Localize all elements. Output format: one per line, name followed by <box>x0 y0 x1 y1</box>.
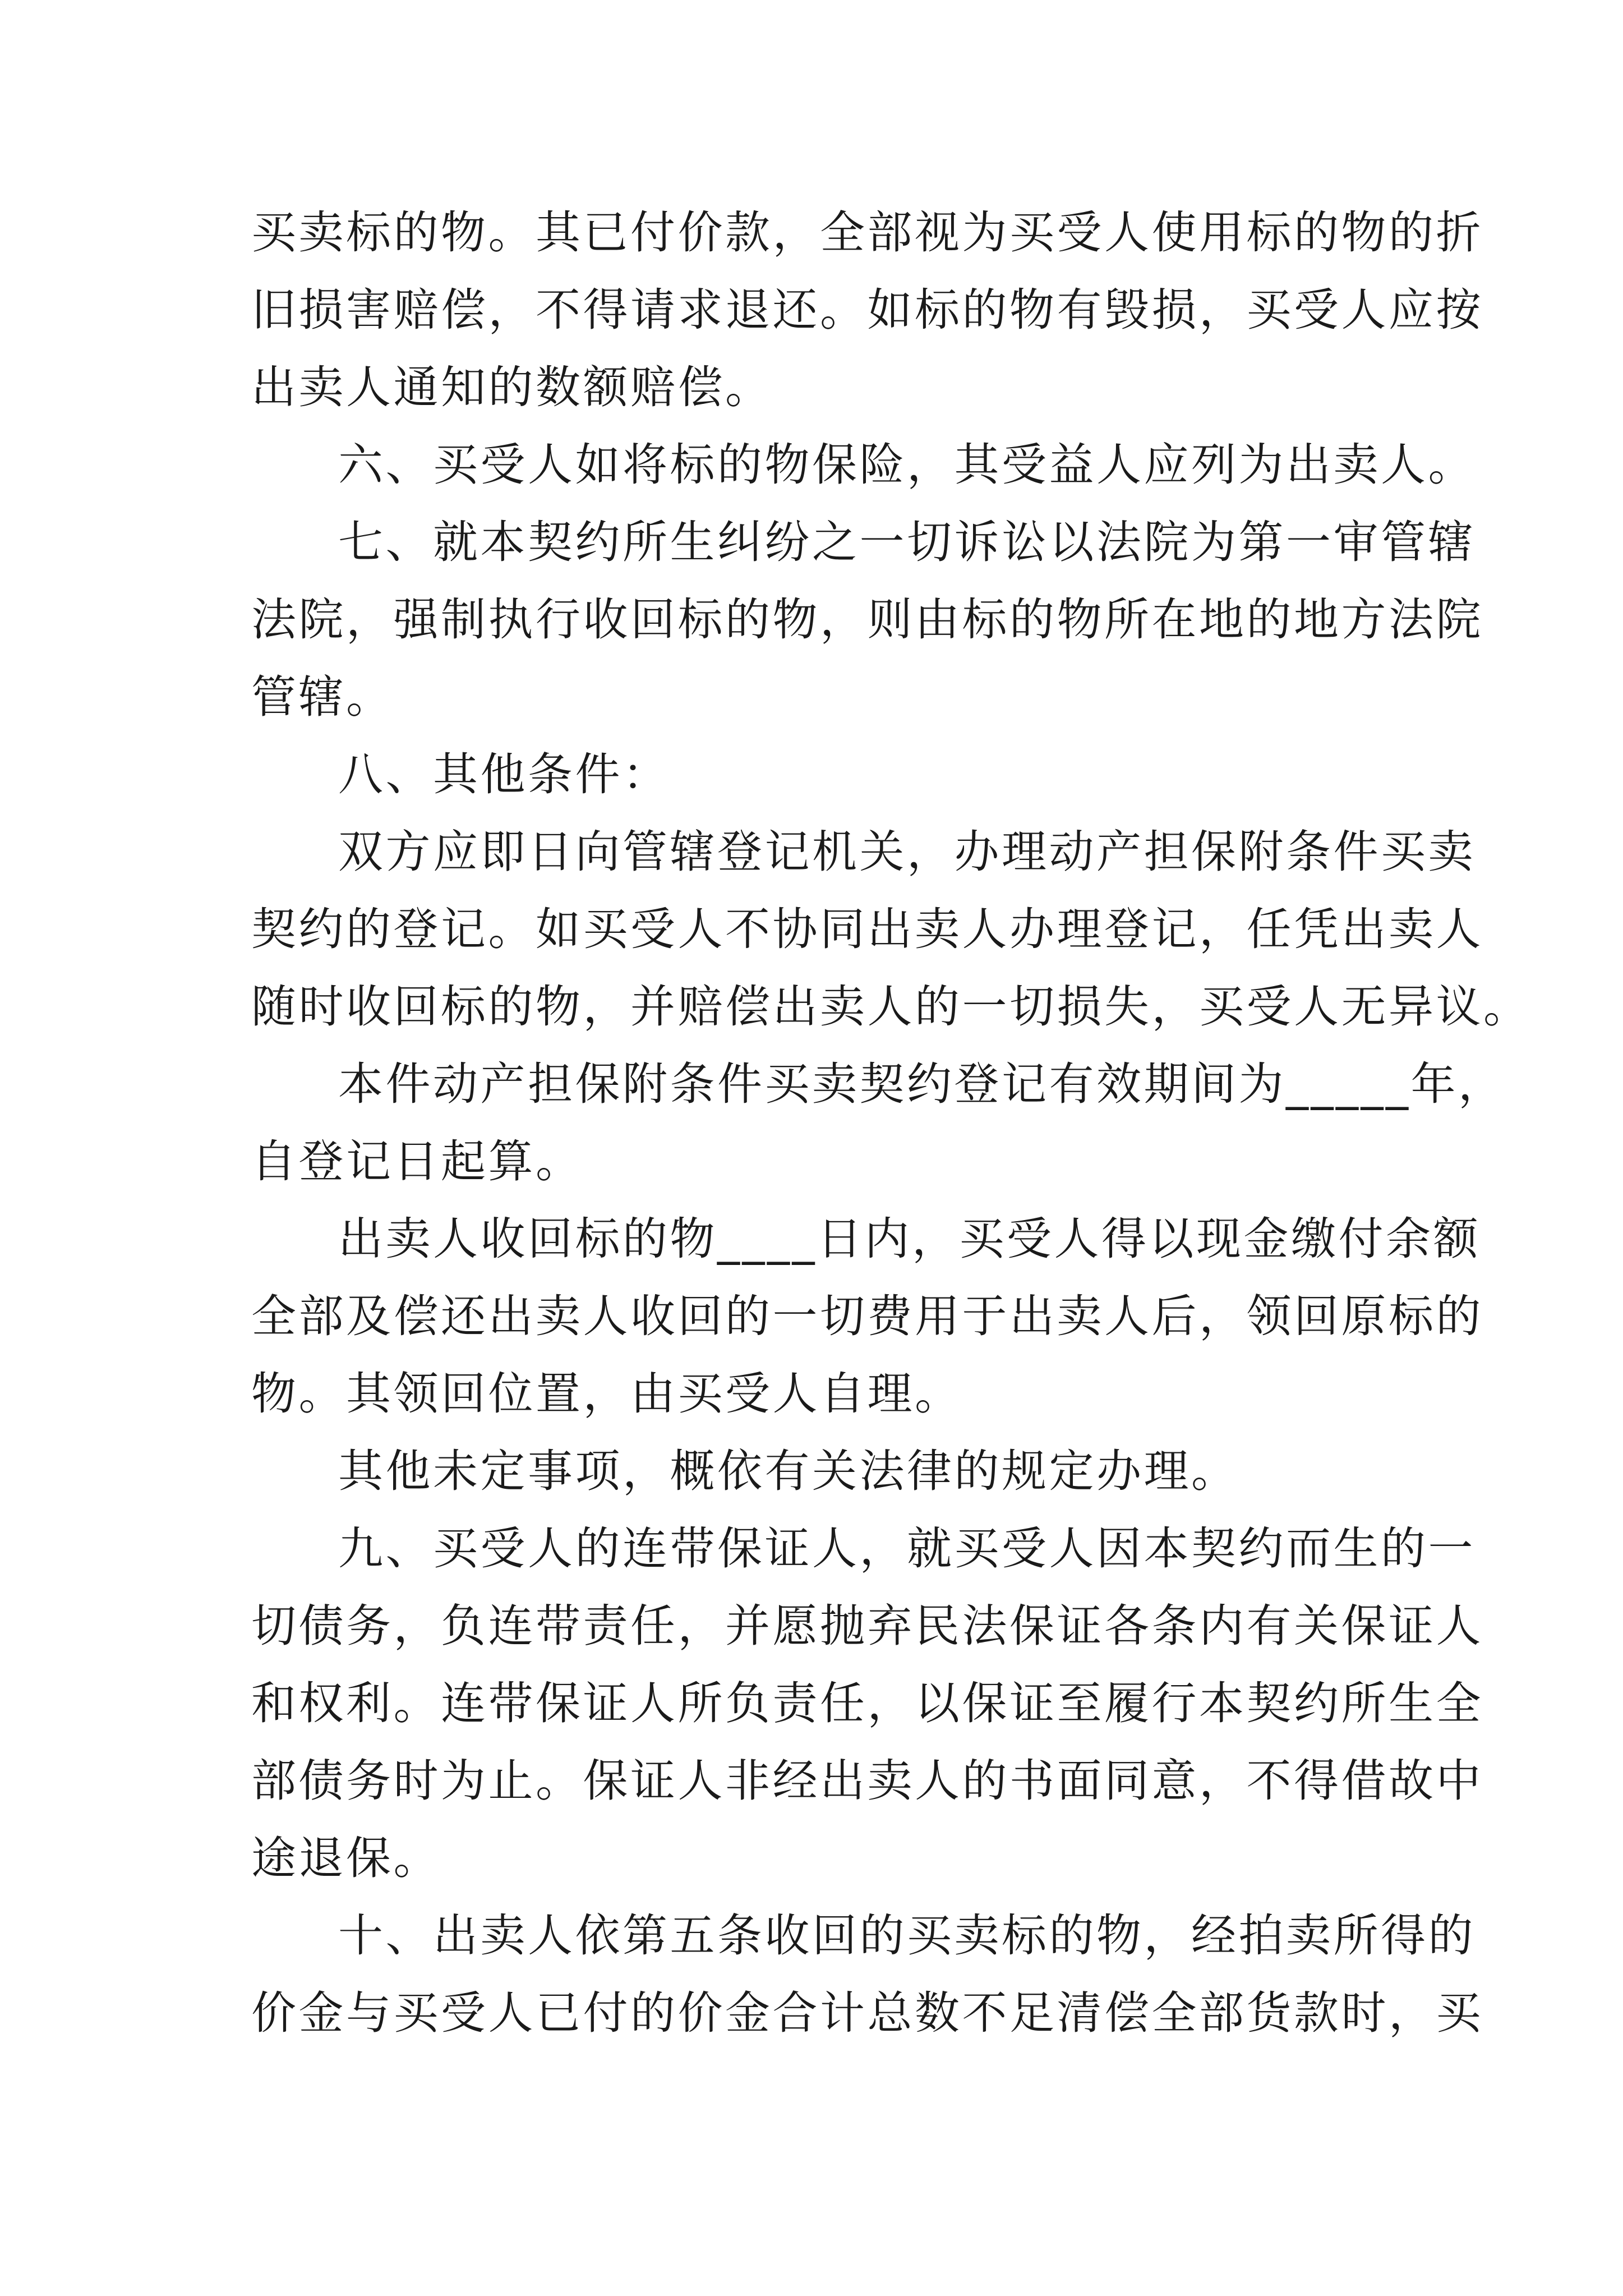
text-line: 物。其领回位置，由买受人自理。 <box>251 1368 962 1420</box>
text-line: 全部及偿还出卖人收回的一切费用于出卖人后，领回原标的 <box>251 1290 1483 1342</box>
text-line: 随时收回标的物，并赔偿出卖人的一切损失，买受人无异议。 <box>251 981 1531 1033</box>
text-line: 管辖。 <box>251 671 394 723</box>
text-line: 和权利。连带保证人所负责任，以保证至履行本契约所生全 <box>251 1677 1483 1729</box>
clause-six: 六、买受人如将标的物保险，其受益人应列为出卖人。 <box>338 439 1476 491</box>
text-line: 价金与买受人已付的价金合计总数不足清偿全部货款时，买 <box>251 1987 1483 2039</box>
text-line: 双方应即日向管辖登记机关，办理动产担保附条件买卖 <box>338 826 1476 878</box>
text-line: 出卖人通知的数额赔偿。 <box>251 361 773 413</box>
text-line: 契约的登记。如买受人不协同出卖人办理登记，任凭出卖人 <box>251 903 1483 955</box>
text-line: 部债务时为止。保证人非经出卖人的书面同意，不得借故中 <box>251 1755 1483 1807</box>
clause-ten: 十、出卖人依第五条收回的买卖标的物，经拍卖所得的 <box>338 1910 1476 1962</box>
text-line: 本件动产担保附条件买卖契约登记有效期间为_____年， <box>338 1058 1506 1110</box>
document-body <box>251 194 1531 2052</box>
clause-nine: 九、买受人的连带保证人，就买受人因本契约而生的一 <box>338 1522 1476 1575</box>
clause-seven: 七、就本契约所生纠纷之一切诉讼以法院为第一审管辖 <box>338 516 1476 568</box>
text-line: 途退保。 <box>251 1832 441 1884</box>
text-line: 旧损害赔偿，不得请求退还。如标的物有毁损，买受人应按 <box>251 284 1483 336</box>
text-line: 自登记日起算。 <box>251 1135 583 1188</box>
text-line: 法院，强制执行收回标的物，则由标的物所在地的地方法院 <box>251 593 1483 646</box>
text-line: 其他未定事项，概依有关法律的规定办理。 <box>338 1445 1239 1497</box>
text-line: 买卖标的物。其已付价款，全部视为买受人使用标的物的折 <box>251 206 1483 259</box>
clause-eight: 八、其他条件： <box>338 748 670 800</box>
text-line: 出卖人收回标的物____日内，买受人得以现金缴付余额 <box>338 1213 1481 1265</box>
text-line: 切债务，负连带责任，并愿抛弃民法保证各条内有关保证人 <box>251 1600 1483 1652</box>
